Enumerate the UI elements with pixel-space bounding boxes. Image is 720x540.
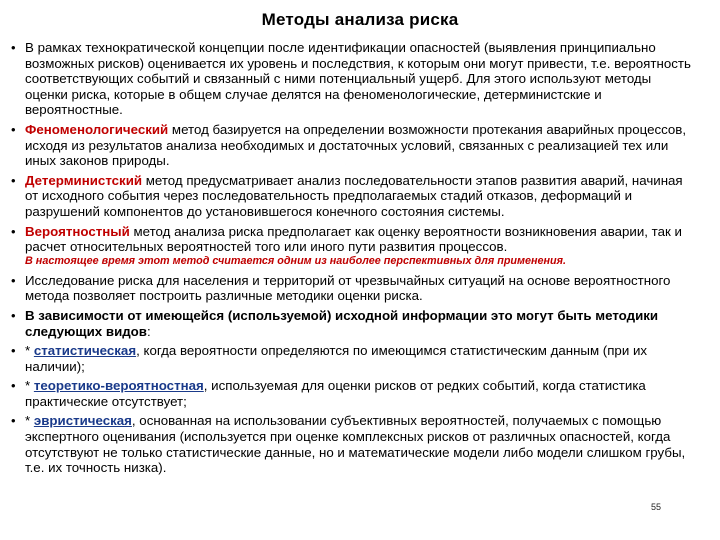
- bullet-theoretical-text: , используемая для оценки рисков от редких событий, когда статистика практические отсутствует;: [25, 378, 646, 409]
- star-mark: *: [25, 413, 34, 429]
- term-heuristic: эвристическая: [33, 413, 132, 429]
- probabilistic-note: В настоящее время этот метод считается одним из наиболее перспективных для применения.: [25, 254, 567, 267]
- bullet-probabilistic: [10, 224, 695, 255]
- bullet-statistical-text: , когда вероятности определяются по имеющимся статистическим данным (при их наличии);: [25, 343, 648, 374]
- bullet-probabilistic-text: метод анализа риска предполагает как оценку вероятности возникновения аварии, так и расчет относительных вероятностей того или иного пути развития процессов.: [25, 223, 682, 255]
- bullet-heuristic-text: , основанная на использовании субъективных вероятностей, получаемых с помощью экспертного оценивания (используется при оценке комплексных рисков от различных опасностей, когда отсутствуют не только статистические данные, но и математические модели либо модели слишком грубы, т.е. их точность низка).: [25, 413, 686, 476]
- page-number: 55: [651, 502, 662, 512]
- bullet-statistical: [10, 343, 695, 374]
- bullet-intro: [10, 40, 695, 118]
- bullet-heuristic: [10, 413, 695, 475]
- bullet-deterministic-text: метод предусматривает анализ последовательности этапов развития аварий, начиная от исходного события через последовательность предполагаемых стадий отказов, деформаций и разрушений компонентов до установившегося конечного состояния системы.: [25, 172, 683, 219]
- bullet-theoretical: [10, 378, 695, 409]
- bullet-phenomenological: [10, 122, 695, 169]
- slide-body: [10, 40, 695, 480]
- bullet-dependence-colon: :: [146, 323, 151, 339]
- bullet-phenomenological-text: метод базируется на определении возможности протекания аварийных процессов, исходя из результатов анализа необходимых и достаточных условий, связанных с реализацией тех или иных законов природы.: [25, 121, 687, 169]
- term-statistical: статистическая: [33, 343, 137, 359]
- star-mark: *: [25, 378, 34, 394]
- term-theoretical: теоретико-вероятностная: [33, 378, 204, 394]
- term-phenomenological: Феноменологический: [25, 121, 169, 137]
- term-probabilistic: Вероятностный: [25, 223, 130, 239]
- bullet-research-text: Исследование риска для населения и территорий от чрезвычайных ситуаций на основе вероятностного метода позволяет построить различные методики оценки риска.: [25, 272, 671, 304]
- bullet-dependence: [10, 308, 695, 339]
- term-deterministic: Детерминистский: [25, 172, 143, 188]
- slide-title: Методы анализа риска: [261, 10, 459, 29]
- bullet-dependence-text: В зависимости от имеющейся (используемой) исходной информации это могут быть методики следующих видов: [25, 307, 659, 339]
- bullet-intro-text: В рамках технократической концепции после идентификации опасностей (выявления принципиально возможных рисков) оценивается их уровень и последствия, к которым они могут привести, т.е. вероятность соответствующих событий и связанный с ними потенциальный ущерб. Для этого используют методы оценки риска, которые в общем случае делятся на феноменологические, детерминистские и вероятностные.: [25, 40, 691, 118]
- star-mark: *: [25, 343, 34, 359]
- bullet-deterministic: [10, 173, 695, 220]
- bullet-research: [10, 273, 695, 304]
